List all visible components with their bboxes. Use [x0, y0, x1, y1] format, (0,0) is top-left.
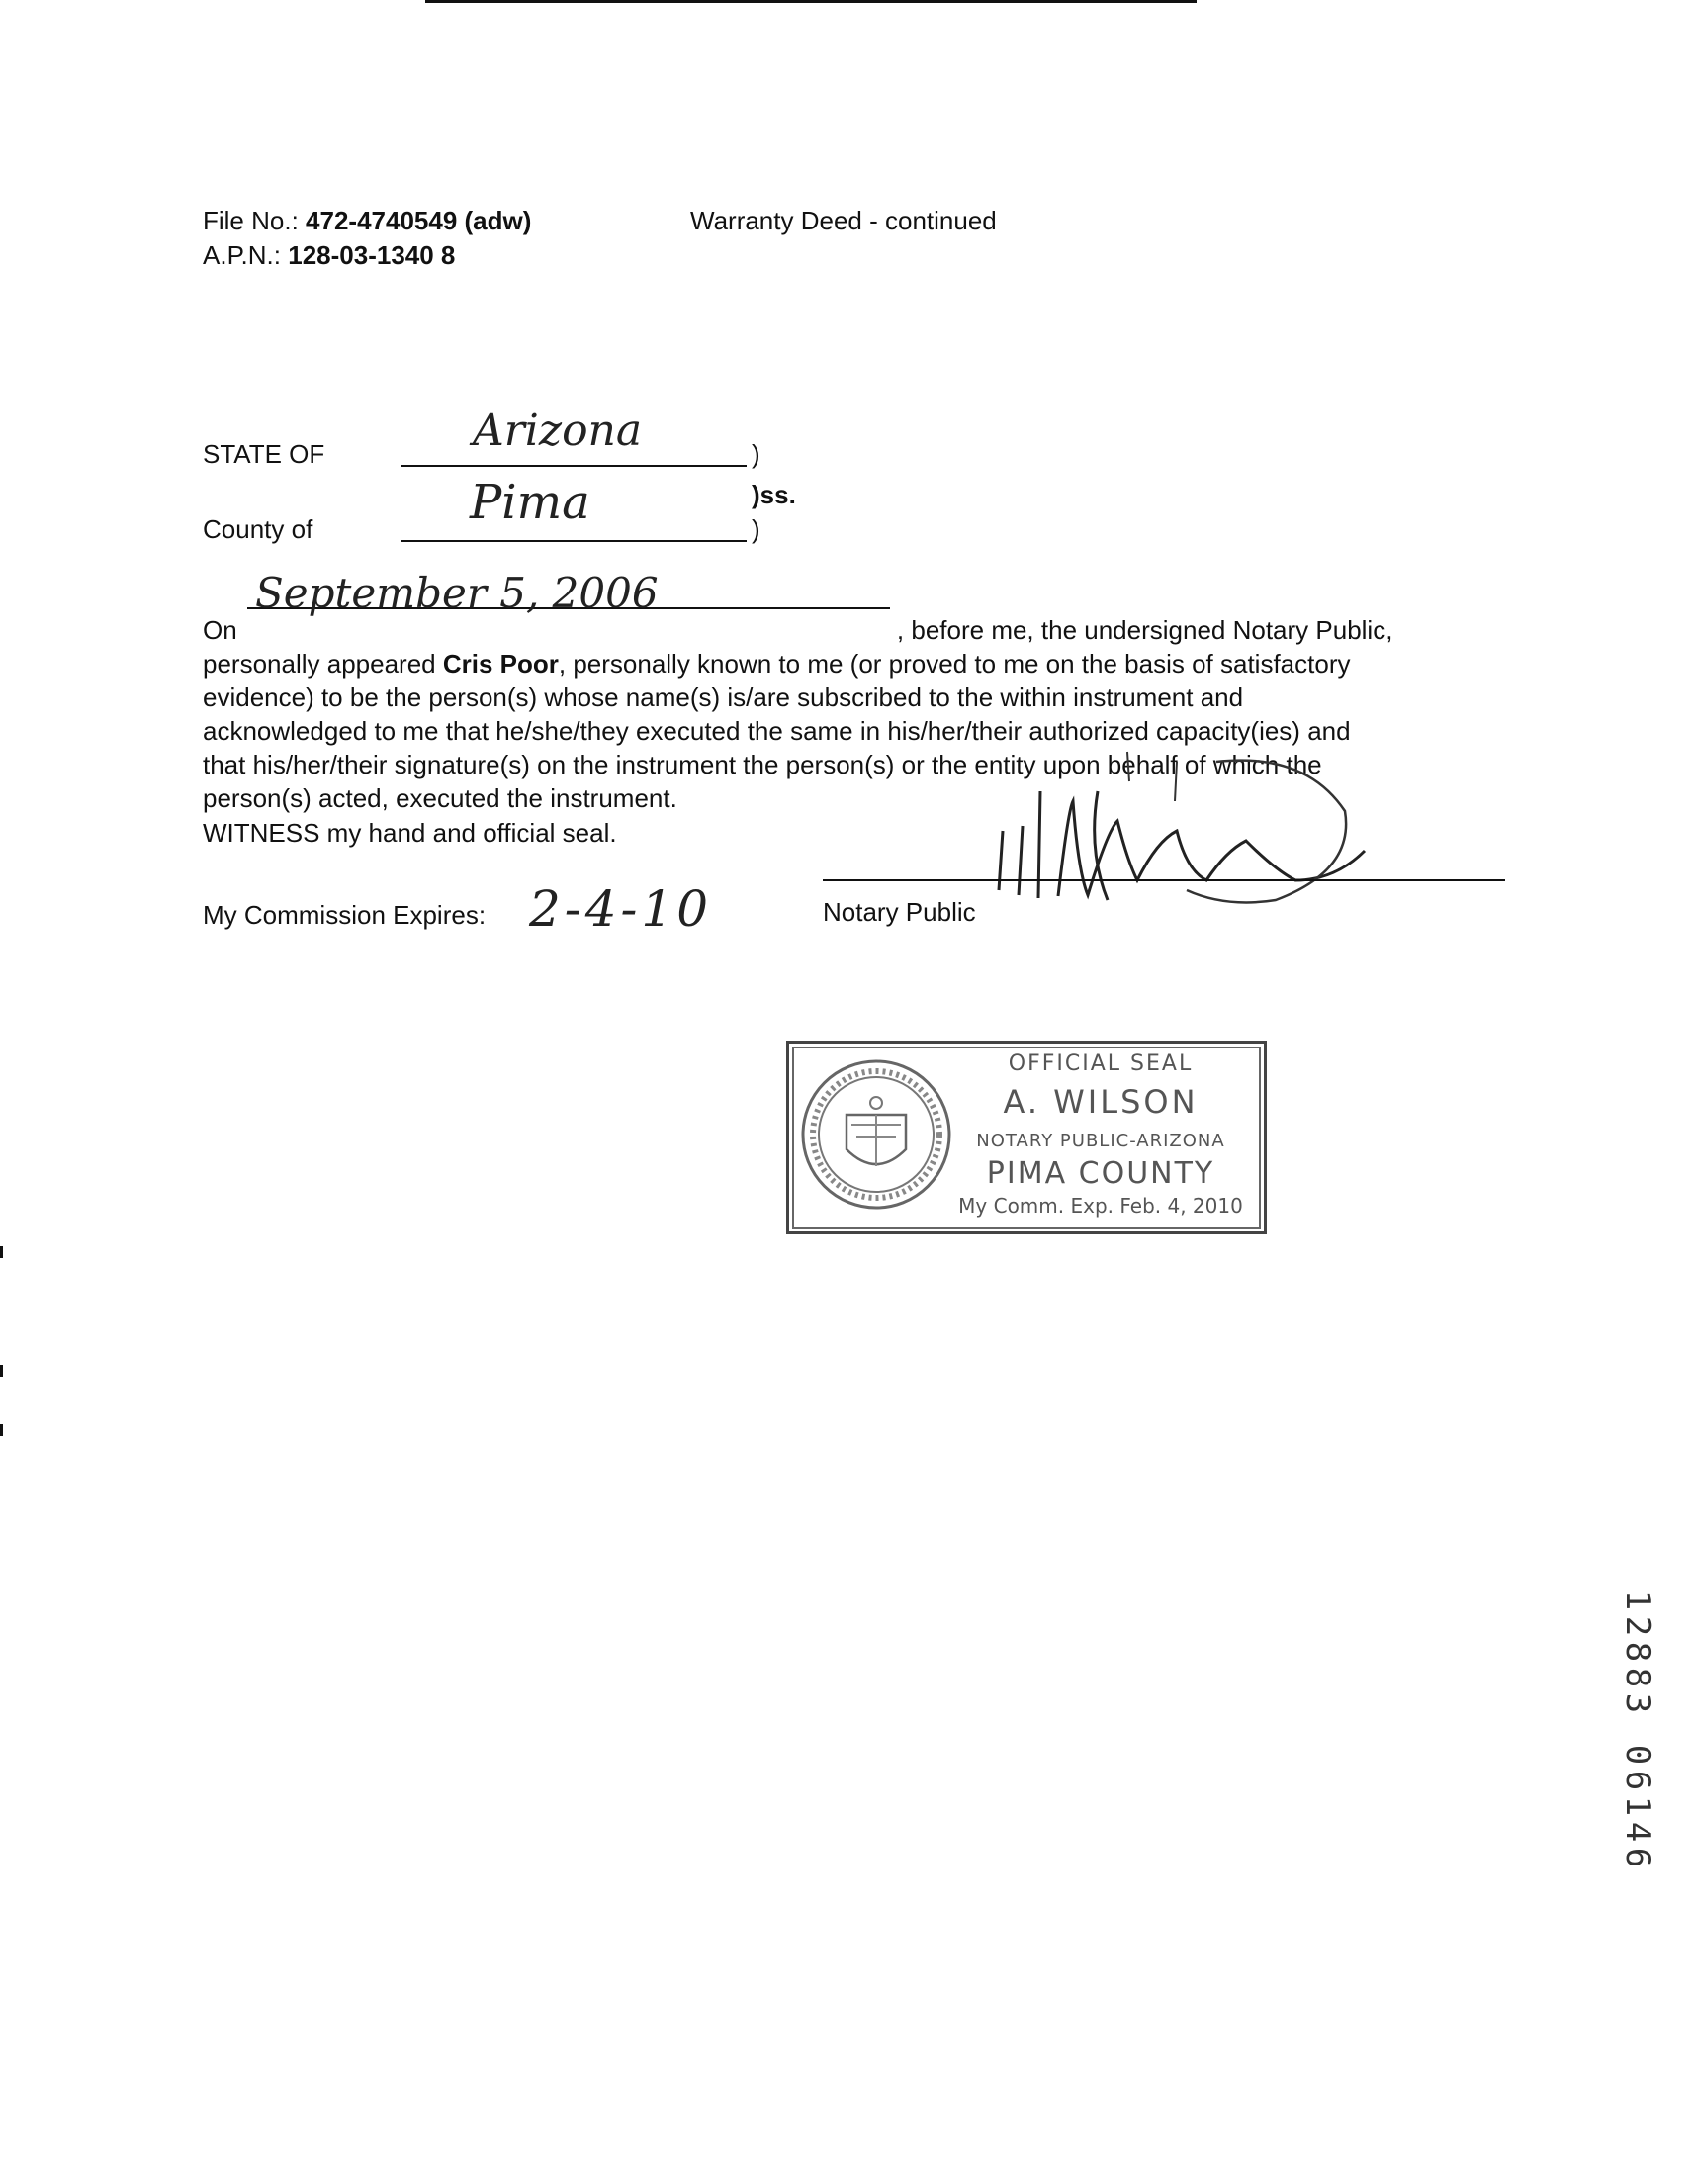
recording-number-part-1-digit: 8	[1618, 1667, 1657, 1688]
recording-number-part-2-digit: 0	[1618, 1744, 1657, 1766]
witness-statement: WITNESS my hand and official seal.	[203, 818, 617, 848]
recording-number-part-1	[1618, 1588, 1657, 1716]
ack-line-6: person(s) acted, executed the instrument.	[203, 783, 677, 813]
notary-signature-icon	[979, 732, 1394, 910]
seal-line-4: PIMA COUNTY	[986, 1156, 1215, 1191]
file-number	[203, 204, 531, 237]
ack-line-1	[203, 613, 1488, 647]
state-handwritten: Arizona	[473, 406, 643, 456]
state-paren: )	[752, 439, 760, 469]
left-margin-mark-2	[0, 1365, 3, 1377]
state-line	[401, 465, 747, 467]
ack-on: On	[203, 615, 237, 645]
recording-number-part-2-digit: 4	[1618, 1821, 1657, 1843]
recording-number-part-1-digit: 8	[1618, 1641, 1657, 1663]
recording-number-part-2	[1618, 1742, 1657, 1870]
state-label: STATE OF	[203, 439, 325, 469]
county-handwritten: Pima	[470, 475, 590, 530]
ack-line1-rest: , before me, the undersigned Notary Public,	[896, 615, 1393, 645]
ack-line-3: evidence) to be the person(s) whose name(s) is/are subscribed to the within instrument and	[203, 682, 1244, 712]
county-label: County of	[203, 514, 313, 544]
commission-label: My Commission Expires:	[203, 900, 487, 930]
county-line	[401, 540, 747, 542]
date-handwritten: September 5, 2006	[255, 569, 659, 617]
apn-number	[203, 238, 455, 272]
recording-number-text-1: 12883	[1582, 1523, 1585, 1524]
recording-number-text-2: 06146	[1582, 1528, 1585, 1529]
document-title: Warranty Deed - continued	[690, 206, 997, 235]
file-number-label: File No.:	[203, 206, 299, 235]
recording-number-part-2-digit: 1	[1618, 1795, 1657, 1817]
notary-public-label: Notary Public	[823, 897, 976, 927]
ack-line-4: acknowledged to me that he/she/they executed the same in his/her/their authorized capacity(ies) and	[203, 716, 1351, 746]
notary-signature-line	[823, 879, 1505, 881]
top-border-line	[425, 0, 1197, 3]
recording-number-part-1-digit: 3	[1618, 1692, 1657, 1714]
official-seal-stamp	[786, 1041, 1267, 1234]
recording-number-part-1-digit: 1	[1618, 1590, 1657, 1611]
recording-number-part-1-digit: 2	[1618, 1615, 1657, 1637]
seal-line-5: My Comm. Exp. Feb. 4, 2010	[958, 1194, 1243, 1218]
apn-label: A.P.N.:	[203, 240, 282, 270]
appearing-party-name: Cris Poor	[442, 649, 559, 679]
commission-handwritten: 2-4-10	[529, 880, 713, 938]
state-seal-icon	[797, 1055, 955, 1214]
ss-text: )ss.	[752, 480, 796, 509]
seal-line-3: NOTARY PUBLIC-ARIZONA	[976, 1131, 1225, 1151]
recording-number-part-2-digit: 6	[1618, 1770, 1657, 1791]
seal-line-2: A. WILSON	[1003, 1083, 1199, 1121]
left-margin-mark-1	[0, 1246, 3, 1258]
file-number-value: 472-4740549 (adw)	[306, 206, 532, 235]
left-margin-mark-3	[0, 1424, 3, 1436]
seal-line-1: OFFICIAL SEAL	[1008, 1051, 1194, 1076]
recording-number-part-2-digit: 6	[1618, 1847, 1657, 1868]
recording-number-vertical	[1618, 1588, 1657, 1870]
apn-value: 128-03-1340 8	[288, 240, 456, 270]
ack-line-2: personally appeared Cris Poor, personally known to me (or proved to me on the basis of satisfactory	[203, 649, 1351, 679]
county-paren: )	[752, 514, 760, 544]
ss-mark	[752, 478, 796, 511]
ack-line-5: that his/her/their signature(s) on the instrument the person(s) or the entity upon behalf of which the	[203, 750, 1322, 779]
